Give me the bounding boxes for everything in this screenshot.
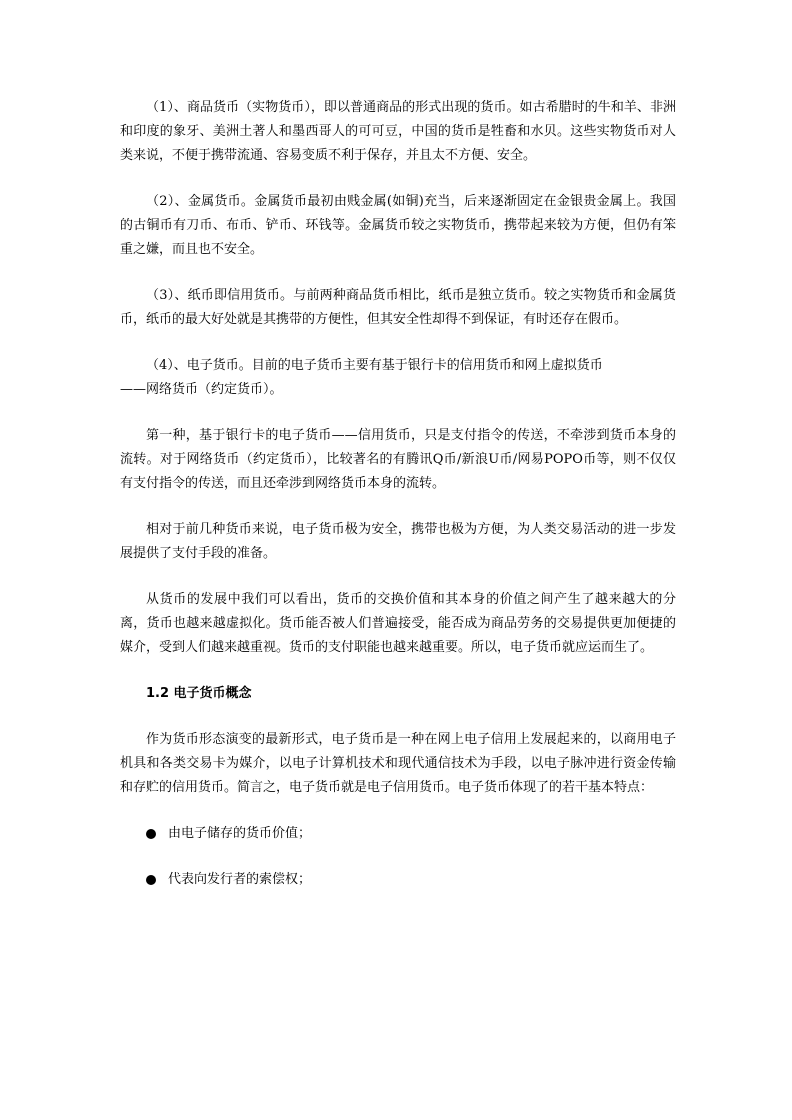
bullet-dot-icon [146, 829, 156, 839]
paragraph-first-type: 第一种，基于银行卡的电子货币——信用货币，只是支付指令的传送，不牵涉到货币本身的流转。对于网络货币（约定货币），比较著名的有腾讯Q币/新浪U币/网易POPO币等，则不仅仅有支付指令的传送，而且还牵涉到网络货币本身的流转。 [120, 428, 676, 491]
bullet-text: 由电子储存的货币价值； [168, 826, 312, 841]
bullet-item [146, 822, 676, 846]
paragraph-metal-money: （2）、金属货币。金属货币最初由贱金属(如铜)充当，后来逐渐固定在金银贵金属上。我国的古铜币有刀币、布币、铲币、环钱等。金属货币较之实物货币，携带起来较为方便，但仍有笨重之嫌，而且也不安全。 [120, 194, 676, 257]
paragraph-electronic-money-line2: ——网络货币（约定货币）。 [120, 382, 283, 397]
paragraph-development: 从货币的发展中我们可以看出，货币的交换价值和其本身的价值之间产生了越来越大的分离，货币也越来越虚拟化。货币能否被人们普遍接受，能否成为商品劳务的交易提供更加便捷的媒介，受到人们越来越重视。货币的支付职能也越来越重要。所以，电子货币就应运而生了。 [120, 592, 676, 655]
paragraph-electronic-money [120, 354, 676, 402]
section-heading: 1.2 电子货币概念 [146, 686, 252, 701]
bullet-dot-icon [146, 875, 156, 885]
bullet-item [146, 868, 676, 892]
paragraph-electronic-money-line1: （4）、电子货币。目前的电子货币主要有基于银行卡的信用货币和网上虚拟货币 [146, 358, 603, 373]
bullet-text: 代表向发行者的索偿权； [168, 872, 312, 887]
paragraph-paper-money: （3）、纸币即信用货币。与前两种商品货币相比，纸币是独立货币。较之实物货币和金属货币，纸币的最大好处就是其携带的方便性，但其安全性却得不到保证，有时还存在假币。 [120, 288, 676, 327]
document-page [120, 96, 676, 914]
paragraph-relative: 相对于前几种货币来说，电子货币极为安全，携带也极为方便，为人类交易活动的进一步发展提供了支付手段的准备。 [120, 522, 676, 561]
paragraph-definition: 作为货币形态演变的最新形式，电子货币是一种在网上电子信用上发展起来的，以商用电子机具和各类交易卡为媒介，以电子计算机技术和现代通信技术为手段，以电子脉冲进行资金传输和存贮的信用货币。简言之，电子货币就是电子信用货币。电子货币体现了的若干基本特点： [120, 732, 676, 795]
paragraph-commodity-money: （1）、商品货币（实物货币），即以普通商品的形式出现的货币。如古希腊时的牛和羊、非洲和印度的象牙、美洲土著人和墨西哥人的可可豆，中国的货币是牲畜和水贝。这些实物货币对人类来说，不便于携带流通、容易变质不利于保存，并且太不方便、安全。 [120, 100, 676, 163]
